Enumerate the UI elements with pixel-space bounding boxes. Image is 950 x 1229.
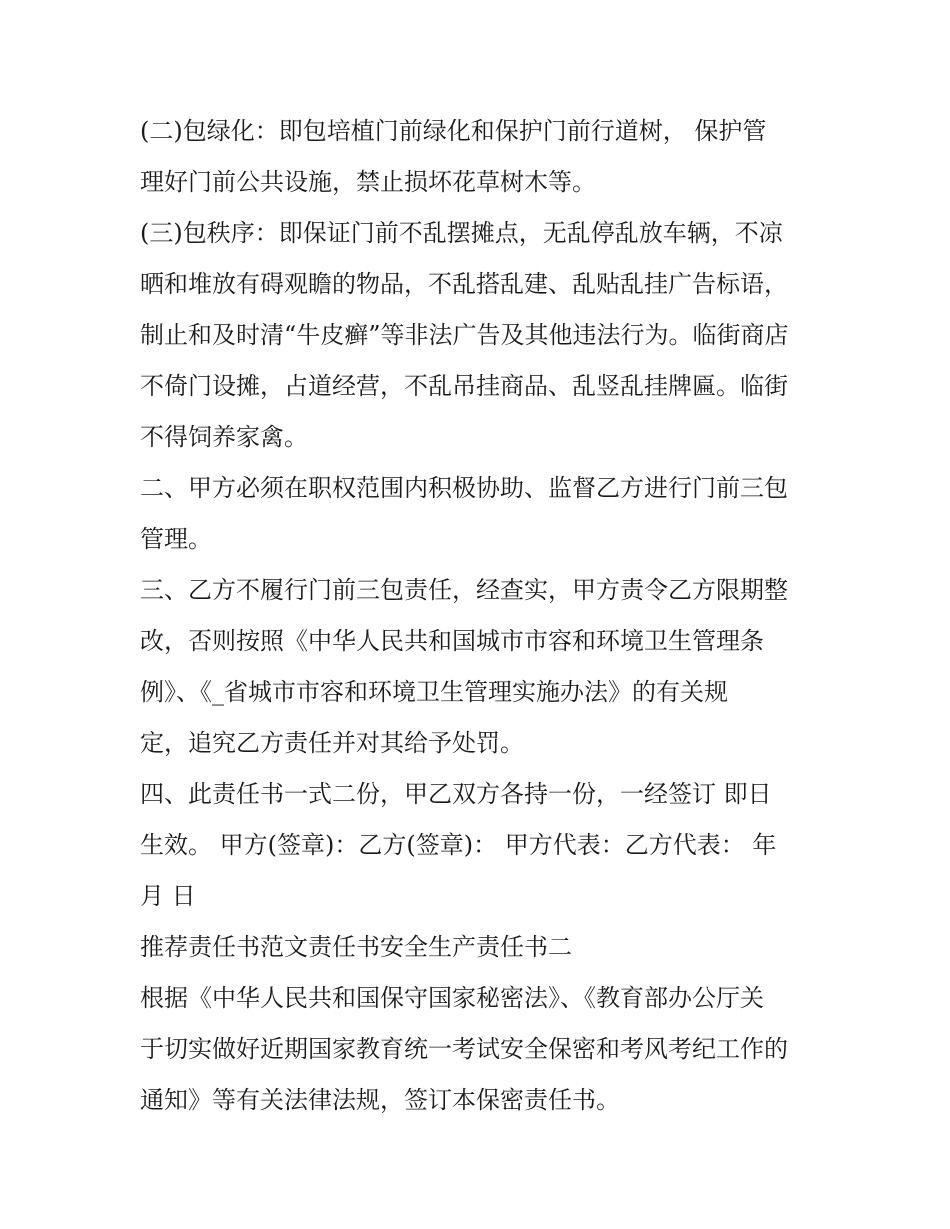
text-line: 不得饲养家禽。 — [140, 423, 308, 451]
text-line: (二)包绿化：即包培植门前绿化和保护门前行道树， 保护管 — [140, 117, 767, 145]
text-line: 晒和堆放有碍观瞻的物品，不乱搭乱建、乱贴乱挂广告标语， — [140, 270, 788, 298]
text-line: 生效。 甲方(签章)：乙方(签章)： 甲方代表：乙方代表： 年 — [140, 831, 777, 859]
document-body — [140, 106, 820, 1126]
text-line: 四、此责任书一式二份，甲乙双方各持一份，一经签订 即日 — [140, 780, 772, 808]
text-line: (三)包秩序：即保证门前不乱摆摊点，无乱停乱放车辆，不凉 — [140, 219, 783, 247]
text-line: 月 日 — [140, 882, 196, 910]
text-line: 三、乙方不履行门前三包责任，经查实，甲方责令乙方限期整 — [140, 576, 788, 604]
text-line: 定，追究乙方责任并对其给予处罚。 — [140, 729, 524, 757]
text-line: 通知》等有关法律法规，签订本保密责任书。 — [140, 1086, 620, 1114]
text-line: 于切实做好近期国家教育统一考试安全保密和考风考纪工作的 — [140, 1035, 788, 1063]
text-line: 根据《中华人民共和国保守国家秘密法》、《教育部办公厅关 — [140, 984, 764, 1012]
section-heading: 推荐责任书范文责任书安全生产责任书二 — [140, 933, 572, 961]
text-line: 二、甲方必须在职权范围内积极协助、监督乙方进行门前三包 — [140, 474, 788, 502]
text-line: 制止和及时清“牛皮癣”等非法广告及其他违法行为。临街商店 — [140, 321, 789, 349]
text-line: 管理。 — [140, 525, 212, 553]
text-line: 例》、《_省城市市容和环境卫生管理实施办法》的有关规 — [140, 678, 728, 706]
text-line: 理好门前公共设施，禁止损坏花草树木等。 — [140, 168, 596, 196]
text-line: 改，否则按照《中华人民共和国城市市容和环境卫生管理条 — [140, 627, 764, 655]
text-line: 不倚门设摊，占道经营，不乱吊挂商品、乱竖乱挂牌匾。临街 — [140, 372, 788, 400]
